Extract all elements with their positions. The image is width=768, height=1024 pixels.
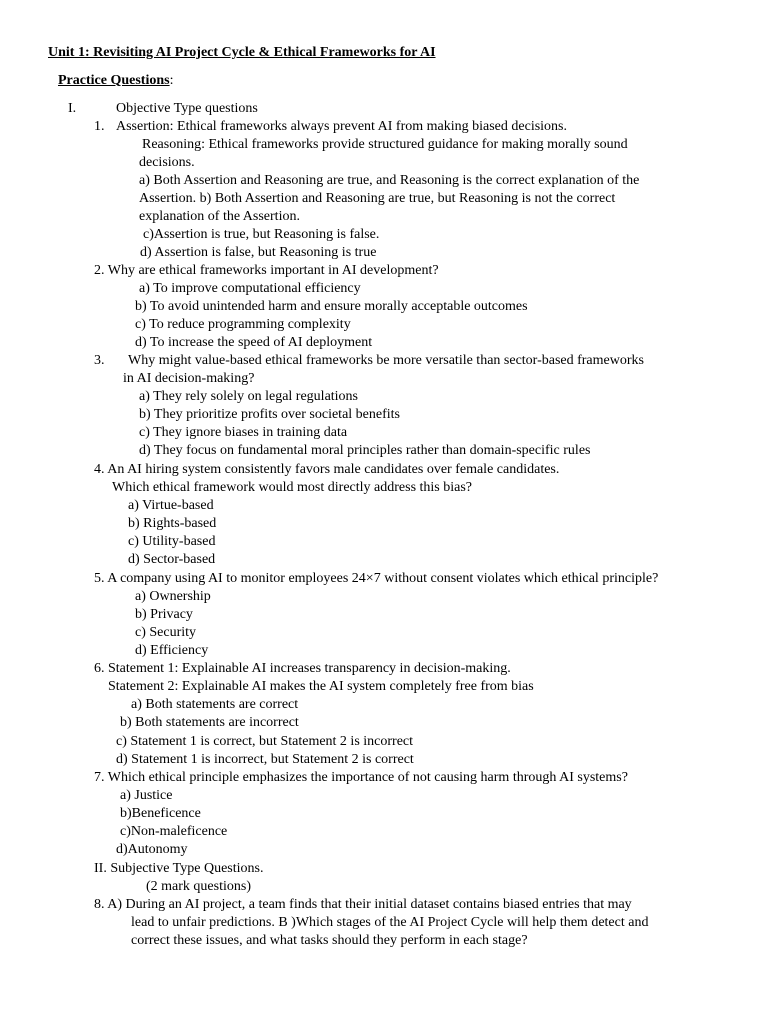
q2-option-a: a) To improve computational efficiency [139,281,361,296]
practice-heading [58,72,173,90]
q8-question-line-2: lead to unfair predictions. B )Which stages of the AI Project Cycle will help them detect and [131,915,649,930]
q6-statement-2: Statement 2: Explainable AI makes the AI system completely free from bias [108,679,534,694]
q3-option-b: b) They prioritize profits over societal benefits [139,407,400,422]
q4-question-line-2: Which ethical framework would most directly address this bias? [112,480,473,495]
q3-option-c: c) They ignore biases in training data [139,425,348,440]
q6-option-c: c) Statement 1 is correct, but Statement 2 is incorrect [116,734,414,749]
q1-option-a-line-3: explanation of the Assertion. [139,209,300,224]
q7-option-c: c)Non-maleficence [120,824,228,839]
q1-option-c: c)Assertion is true, but Reasoning is false. [143,227,380,242]
q5-option-c: c) Security [135,625,197,640]
q1-reasoning-line-2: decisions. [139,155,195,170]
q3-question-line-2: in AI decision-making? [123,371,255,386]
q4-question-line-1: 4. An AI hiring system consistently favors male candidates over female candidates. [94,462,560,477]
q6-option-b: b) Both statements are incorrect [120,715,299,730]
q1-option-a-line-2: Assertion. b) Both Assertion and Reasoning are true, but Reasoning is not the correct [139,191,616,206]
q3-number: 3. [94,353,105,368]
q2-option-c: c) To reduce programming complexity [135,317,351,332]
document-title: Unit 1: Revisiting AI Project Cycle & Ethical Frameworks for AI [48,45,436,60]
q7-option-a: a) Justice [120,788,173,803]
q7-option-b: b)Beneficence [120,806,201,821]
practice-heading-text: Practice Questions [58,73,170,88]
q3-question-line-1: Why might value-based ethical frameworks be more versatile than sector-based frameworks [128,353,644,368]
q4-option-b: b) Rights-based [128,516,217,531]
q2-option-d: d) To increase the speed of AI deployment [135,335,373,350]
q1-reasoning-line-1: Reasoning: Ethical frameworks provide structured guidance for making morally sound [142,137,628,152]
q1-number: 1. [94,119,105,134]
q6-option-a: a) Both statements are correct [131,697,299,712]
section-2-label: II. Subjective Type Questions. [94,861,264,876]
q1-option-a-line-1: a) Both Assertion and Reasoning are true, and Reasoning is the correct explanation of the [139,173,640,188]
q7-option-d: d)Autonomy [116,842,188,857]
q2-option-b: b) To avoid unintended harm and ensure morally acceptable outcomes [135,299,528,314]
q4-option-a: a) Virtue-based [128,498,214,513]
q6-option-d: d) Statement 1 is incorrect, but Statement 2 is correct [116,752,414,767]
q2-question: 2. Why are ethical frameworks important in AI development? [94,263,439,278]
practice-heading-colon: : [169,73,174,88]
section-1-numeral: I. [68,101,77,116]
q6-statement-1: 6. Statement 1: Explainable AI increases transparency in decision-making. [94,661,511,676]
q4-option-c: c) Utility-based [128,534,216,549]
section-1-label: Objective Type questions [116,101,258,116]
q1-assertion: Assertion: Ethical frameworks always prevent AI from making biased decisions. [116,119,567,134]
q5-option-b: b) Privacy [135,607,193,622]
q8-question-line-1: 8. A) During an AI project, a team finds that their initial dataset contains biased entries that may [94,897,632,912]
q3-option-d: d) They focus on fundamental moral principles rather than domain-specific rules [139,443,591,458]
q8-question-line-3: correct these issues, and what tasks should they perform in each stage? [131,933,528,948]
q1-option-d: d) Assertion is false, but Reasoning is true [140,245,377,260]
q4-option-d: d) Sector-based [128,552,216,567]
q5-question: 5. A company using AI to monitor employees 24×7 without consent violates which ethical principle? [94,571,659,586]
section-2-marks: (2 mark questions) [146,879,251,894]
q7-question: 7. Which ethical principle emphasizes the importance of not causing harm through AI systems? [94,770,628,785]
q5-option-a: a) Ownership [135,589,211,604]
q5-option-d: d) Efficiency [135,643,209,658]
q3-option-a: a) They rely solely on legal regulations [139,389,359,404]
